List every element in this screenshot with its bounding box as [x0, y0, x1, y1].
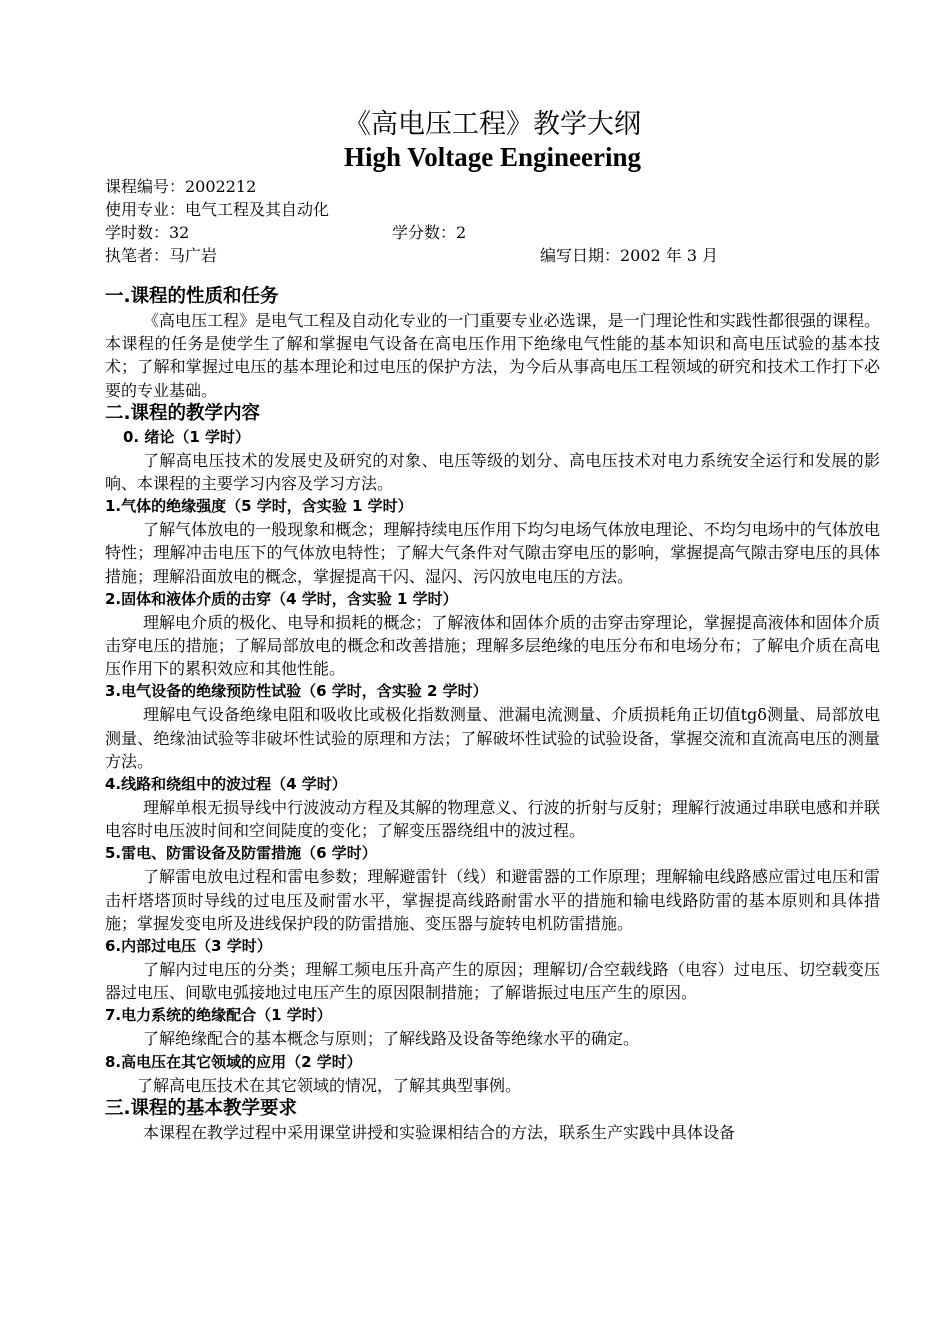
section-3-text: 本课程在教学过程中采用课堂讲授和实验课相结合的方法，联系生产实践中具体设备	[143, 1122, 736, 1142]
major: 使用专业：电气工程及其自动化	[105, 200, 330, 219]
meta-course-no	[105, 175, 880, 198]
topic-5-heading: 5.雷电、防雷设备及防雷措施（6 学时）	[105, 844, 377, 863]
topic-0-text: 了解高电压技术的发展史及研究的对象、电压等级的划分、高电压技术对电力系统安全运行和发展的影响、本课程的主要学习内容及学习方法。	[105, 450, 880, 494]
meta-author-date	[105, 244, 880, 267]
date: 编写日期：2002 年 3 月	[540, 246, 719, 265]
section-1-text: 《高电压工程》是电气工程及自动化专业的一门重要专业必选课，是一门理论性和实践性都很强的课程。本课程的任务是使学生了解和掌握电气设备在高电压作用下绝缘电气性能的基本知识和高电压试验的基本技术；了解和掌握过电压的基本理论和过电压的保护方法，为今后从事高电压工程领域的研究和技术工作打下必要的专业基础。	[105, 311, 880, 400]
topic-1-heading: 1.气体的绝缘强度（5 学时，含实验 1 学时）	[105, 497, 413, 516]
meta-hours-credits	[105, 221, 880, 244]
author: 执笔者：马广岩	[105, 246, 218, 265]
topic-8-text: 了解高电压技术在其它领域的情况，了解其典型事例。	[137, 1075, 522, 1095]
topic-6-text: 了解内过电压的分类；理解工频电压升高产生的原因；理解切/合空载线路（电容）过电压、切空载变压器过电压、间歇电弧接地过电压产生的原因限制措施；了解谐振过电压产生的原因。	[105, 960, 880, 1003]
topic-2-text: 理解电介质的极化、电导和损耗的概念；了解液体和固体介质的击穿击穿理论，掌握提高液体和固体介质击穿电压的措施；了解局部放电的概念和改善措施；理解多层绝缘的电压分布和电场分布；了解电介质在高电压作用下的累积效应和其他性能。	[105, 612, 880, 679]
topic-5-text: 了解雷电放电过程和雷电参数；理解避雷针（线）和避雷器的工作原理；理解输电线路感应雷过电压和雷击杆塔塔顶时导线的过电压及耐雷水平，掌握提高线路耐雷水平的措施和输电线路防雷的基本原则和具体措施；掌握发变电所及进线保护段的防雷措施、变压器与旋转电机防雷措施。	[105, 867, 880, 933]
topic-7-text: 了解绝缘配合的基本概念与原则；了解线路及设备等绝缘水平的确定。	[143, 1029, 640, 1049]
topic-6-heading: 6.内部过电压（3 学时）	[105, 937, 272, 956]
course-number: 课程编号：2002212	[105, 177, 257, 196]
document-body	[105, 108, 880, 1144]
title-english: High Voltage Engineering	[343, 142, 642, 172]
hours: 学时数：32	[105, 223, 190, 242]
meta-major	[105, 198, 880, 221]
topic-8-heading: 8.高电压在其它领域的应用（2 学时）	[105, 1052, 362, 1071]
topic-4-text: 理解单根无损导线中行波波动方程及其解的物理意义、行波的折射与反射；理解行波通过串联电感和并联电容时电压波时间和空间陡度的变化；了解变压器绕组中的波过程。	[105, 798, 880, 841]
title-chinese: 《高电压工程》教学大纲	[344, 109, 641, 140]
section-1-heading: 一.课程的性质和任务	[105, 286, 279, 307]
section-3-heading: 三.课程的基本教学要求	[105, 1097, 298, 1119]
topic-4-heading: 4.线路和绕组中的波过程（4 学时）	[105, 775, 347, 794]
topic-0-heading: 0. 绪论（1 学时）	[123, 427, 251, 446]
section-2-heading: 二.课程的教学内容	[105, 402, 261, 424]
topic-7-heading: 7.电力系统的绝缘配合（1 学时）	[105, 1006, 332, 1025]
topic-3-text: 理解电气设备绝缘电阻和吸收比或极化指数测量、泄漏电流测量、介质损耗角正切值tgδ测量、局部放电测量、绝缘油试验等非破坏性试验的原理和方法；了解破坏性试验的试验设备，掌握交流和直流高电压的测量方法。	[105, 705, 880, 771]
credits: 学分数：2	[392, 223, 467, 242]
topic-3-heading: 3.电气设备的绝缘预防性试验（6 学时，含实验 2 学时）	[105, 682, 488, 701]
topic-2-heading: 2.固体和液体介质的击穿（4 学时，含实验 1 学时）	[105, 589, 458, 608]
topic-1-text: 了解气体放电的一般现象和概念；理解持续电压作用下均匀电场气体放电理论、不均匀电场中的气体放电特性；理解冲击电压下的气体放电特性；了解大气条件对气隙击穿电压的影响，掌握提高气隙击穿电压的具体措施；理解沿面放电的概念，掌握提高干闪、湿闪、污闪放电电压的方法。	[105, 520, 880, 586]
